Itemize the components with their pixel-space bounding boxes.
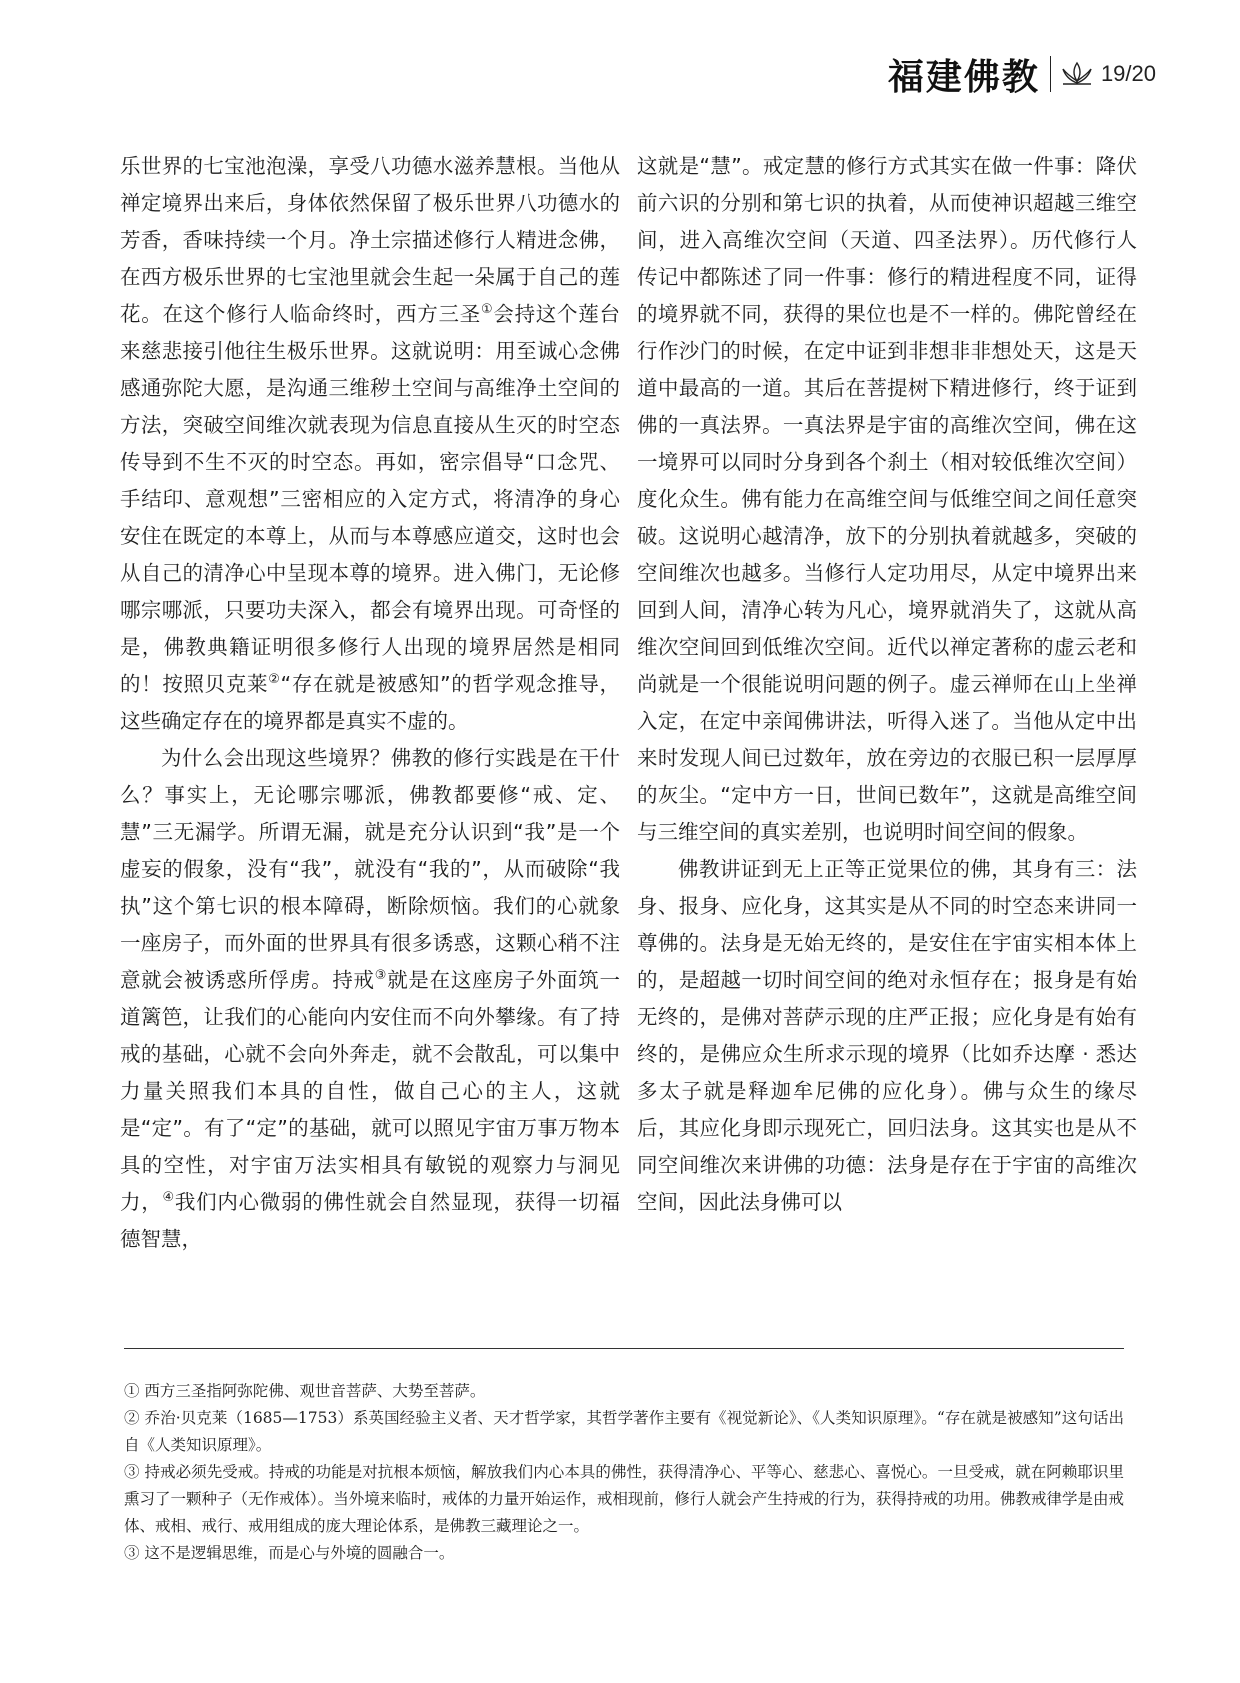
header-divider <box>1050 56 1051 92</box>
right-paragraph-2: 佛教讲证到无上正等正觉果位的佛，其身有三：法身、报身、应化身，这其实是从不同的时空态来讲同一尊佛的。法身是无始无终的，是安住在宇宙实相本体上的，是超越一切时间空间的绝对永恒存在；报身是有始无终的，是佛对菩萨示现的庄严正报；应化身是有始有终的，是佛应众生所求示现的境界（比如乔达摩 · 悉达多太子就是释迦牟尼佛的应化身）。佛与众生的缘尽后，其应化身即示现死亡，回归法身。这其实也是从不同空间维次来讲佛的功德：法身是存在于宇宙的高维次空间，因此法身佛可以 <box>637 857 1137 1214</box>
footnote-mark-1: ① <box>480 302 494 318</box>
footnote-mark-2: ② <box>268 672 281 688</box>
footnote-3: ③ 持戒必须先受戒。持戒的功能是对抗根本烦恼，解放我们内心本具的佛性，获得清净心、平等心、慈悲心、喜悦心。一旦受戒，就在阿赖耶识里熏习了一颗种子（无作戒体）。当外境来临时，戒体的力量开始运作，戒相现前，修行人就会产生持戒的行为，获得持戒的功用。佛教戒律学是由戒体、戒相、戒行、戒用组成的庞大理论体系，是佛教三藏理论之一。 <box>124 1463 1124 1535</box>
footnote-divider <box>124 1348 1124 1349</box>
magazine-title: 福建佛教 <box>887 55 1040 98</box>
lotus-icon <box>1059 61 1095 87</box>
page-number: 19/20 <box>1100 61 1156 86</box>
left-paragraph-1: 乐世界的七宝池泡澡，享受八功德水滋养慧根。当他从禅定境界出来后，身体依然保留了极乐世界八功德水的芳香，香味持续一个月。净土宗描述修行人精进念佛，在西方极乐世界的七宝池里就会生起一朵属于自己的莲花。在这个修行人临命终时，西方三圣①会持这个莲台来慈悲接引他往生极乐世界。这就说明：用至诚心念佛感通弥陀大愿，是沟通三维秽土空间与高维净土空间的方法，突破空间维次就表现为信息直接从生灭的时空态传导到不生不灭的时空态。再如，密宗倡导“口念咒、手结印、意观想”三密相应的入定方式，将清净的身心安住在既定的本尊上，从而与本尊感应道交，这时也会从自己的清净心中呈现本尊的境界。进入佛门，无论修哪宗哪派，只要功夫深入，都会有境界出现。可奇怪的是，佛教典籍证明很多修行人出现的境界居然是相同的！按照贝克莱②“存在就是被感知”的哲学观念推导，这些确定存在的境界都是真实不虚的。 <box>120 154 621 733</box>
page-header <box>888 44 1156 104</box>
right-paragraph-1: 这就是“慧”。戒定慧的修行方式其实在做一件事：降伏前六识的分别和第七识的执着，从而使神识超越三维空间，进入高维次空间（天道、四圣法界）。历代修行人传记中都陈述了同一件事：修行的精进程度不同，证得的境界就不同，获得的果位也是不一样的。佛陀曾经在行作沙门的时候，在定中证到非想非非想处天，这是天道中最高的一道。其后在菩提树下精进修行，终于证到佛的一真法界。一真法界是宇宙的高维次空间，佛在这一境界可以同时分身到各个刹土（相对较低维次空间）度化众生。佛有能力在高维空间与低维空间之间任意突破。这说明心越清净，放下的分别执着就越多，突破的空间维次也越多。当修行人定功用尽，从定中境界出来回到人间，清净心转为凡心，境界就消失了，这就从高维次空间回到低维次空间。近代以禅定著称的虚云老和尚就是一个很能说明问题的例子。虚云禅师在山上坐禅入定，在定中亲闻佛讲法，听得入迷了。当他从定中出来时发现人间已过数年，放在旁边的衣服已积一层厚厚的灰尘。“定中方一日，世间已数年”，这就是高维空间与三维空间的真实差别，也说明时间空间的假象。 <box>637 154 1137 844</box>
footnote-2: ② 乔治·贝克莱（1685—1753）系英国经验主义者、天才哲学家，其哲学著作主要有《视觉新论》、《人类知识原理》。“存在就是被感知”这句话出自《人类知识原理》。 <box>124 1409 1124 1454</box>
footnote-1: ① 西方三圣指阿弥陀佛、观世音菩萨、大势至菩萨。 <box>124 1382 486 1400</box>
footnote-mark-3: ③ <box>374 968 388 984</box>
left-paragraph-2: 为什么会出现这些境界？佛教的修行实践是在干什么？事实上，无论哪宗哪派，佛教都要修“戒、定、慧”三无漏学。所谓无漏，就是充分认识到“我”是一个虚妄的假象，没有“我”，就没有“我的”，从而破除“我执”这个第七识的根本障碍，断除烦恼。我们的心就象一座房子，而外面的世界具有很多诱惑，这颗心稍不注意就会被诱惑所俘虏。持戒③就是在这座房子外面筑一道篱笆，让我们的心能向内安住而不向外攀缘。有了持戒的基础，心就不会向外奔走，就不会散乱，可以集中力量关照我们本具的自性，做自己心的主人，这就是“定”。有了“定”的基础，就可以照见宇宙万事万物本具的空性，对宇宙万法实相具有敏锐的观察力与洞见力，④我们内心微弱的佛性就会自然显现，获得一切福德智慧， <box>120 746 621 1251</box>
footnotes <box>124 1378 1124 1567</box>
footnote-4: ③ 这不是逻辑思维，而是心与外境的圆融合一。 <box>124 1544 455 1562</box>
footnote-mark-4: ④ <box>162 1190 175 1206</box>
left-column <box>120 148 620 1258</box>
right-column <box>637 148 1137 1221</box>
